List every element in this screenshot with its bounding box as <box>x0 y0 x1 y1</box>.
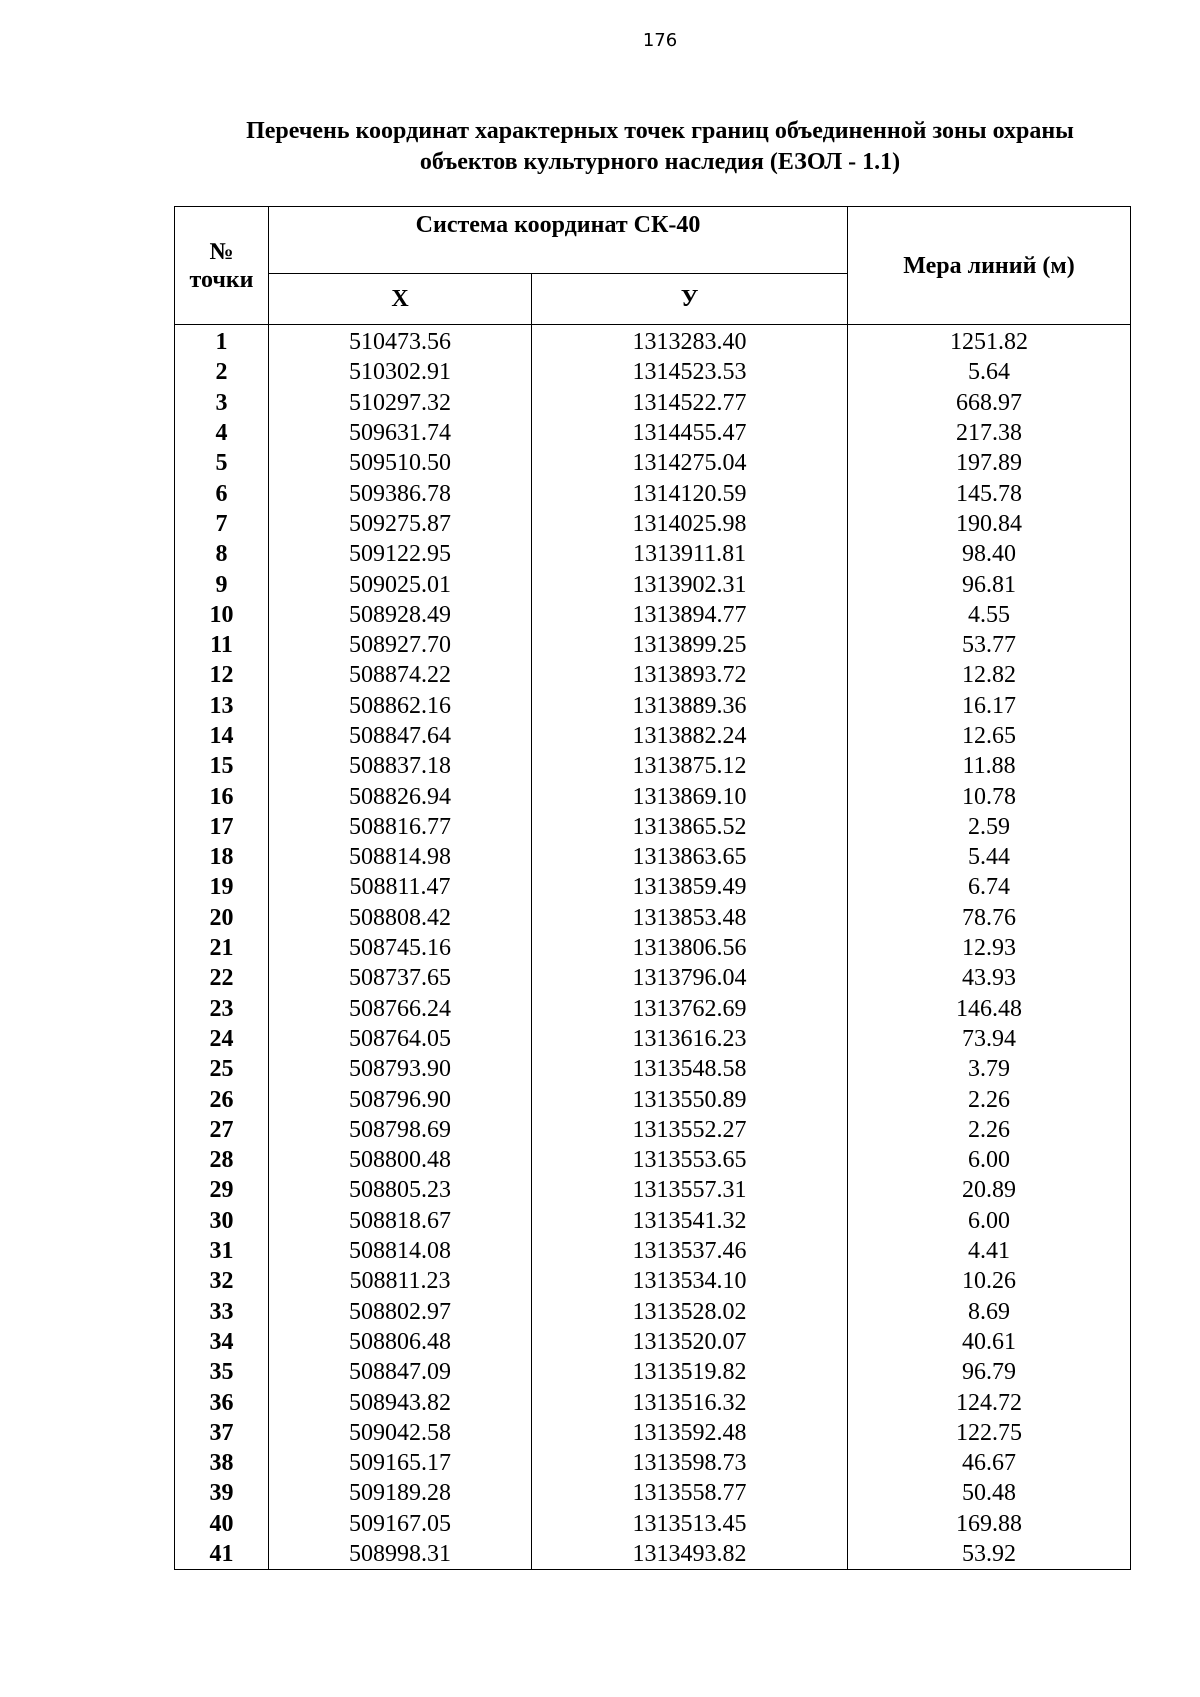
line-measure-cell: 197.89 <box>848 448 1131 478</box>
y-coordinate-cell: 1313550.89 <box>532 1084 848 1114</box>
line-measure-cell: 96.79 <box>848 1357 1131 1387</box>
table-row <box>175 751 1131 781</box>
y-coordinate-cell: 1313528.02 <box>532 1297 848 1327</box>
line-measure-cell: 53.92 <box>848 1539 1131 1570</box>
table-row <box>175 1115 1131 1145</box>
table-row <box>175 478 1131 508</box>
point-number-cell: 17 <box>175 812 269 842</box>
line-measure-cell: 146.48 <box>848 994 1131 1024</box>
x-coordinate-cell: 508943.82 <box>269 1387 532 1417</box>
table-row <box>175 630 1131 660</box>
y-coordinate-cell: 1313911.81 <box>532 539 848 569</box>
x-coordinate-cell: 508814.08 <box>269 1236 532 1266</box>
table-row <box>175 1418 1131 1448</box>
table-row <box>175 357 1131 387</box>
line-measure-cell: 12.93 <box>848 933 1131 963</box>
table-row <box>175 963 1131 993</box>
point-number-cell: 7 <box>175 509 269 539</box>
y-coordinate-cell: 1313557.31 <box>532 1175 848 1205</box>
y-coordinate-cell: 1313513.45 <box>532 1509 848 1539</box>
line-measure-cell: 668.97 <box>848 388 1131 418</box>
document-title-line-2: объектов культурного наследия (ЕЗОЛ - 1.1) <box>419 149 901 175</box>
x-coordinate-cell: 508818.67 <box>269 1206 532 1236</box>
y-coordinate-cell: 1313762.69 <box>532 994 848 1024</box>
point-number-cell: 5 <box>175 448 269 478</box>
y-coordinate-cell: 1313893.72 <box>532 660 848 690</box>
line-measure-cell: 20.89 <box>848 1175 1131 1205</box>
x-coordinate-cell: 508764.05 <box>269 1024 532 1054</box>
x-coordinate-cell: 508862.16 <box>269 691 532 721</box>
x-coordinate-cell: 509386.78 <box>269 478 532 508</box>
x-coordinate-cell: 508998.31 <box>269 1539 532 1570</box>
table-row <box>175 994 1131 1024</box>
line-measure-cell: 53.77 <box>848 630 1131 660</box>
table-row <box>175 1297 1131 1327</box>
y-coordinate-cell: 1313875.12 <box>532 751 848 781</box>
y-coordinate-cell: 1314025.98 <box>532 509 848 539</box>
point-number-cell: 41 <box>175 1539 269 1570</box>
point-number-cell: 36 <box>175 1387 269 1417</box>
y-coordinate-cell: 1314275.04 <box>532 448 848 478</box>
x-coordinate-cell: 508816.77 <box>269 812 532 842</box>
y-coordinate-cell: 1313894.77 <box>532 600 848 630</box>
table-row <box>175 721 1131 751</box>
x-coordinate-cell: 508806.48 <box>269 1327 532 1357</box>
point-number-cell: 35 <box>175 1357 269 1387</box>
point-number-cell: 40 <box>175 1509 269 1539</box>
line-measure-cell: 50.48 <box>848 1478 1131 1508</box>
line-measure-cell: 16.17 <box>848 691 1131 721</box>
y-coordinate-cell: 1314523.53 <box>532 357 848 387</box>
page-number: 176 <box>642 30 678 51</box>
line-measure-cell: 5.44 <box>848 842 1131 872</box>
line-measure-cell: 169.88 <box>848 1509 1131 1539</box>
y-coordinate-cell: 1313537.46 <box>532 1236 848 1266</box>
x-coordinate-cell: 509167.05 <box>269 1509 532 1539</box>
line-measure-cell: 3.79 <box>848 1054 1131 1084</box>
point-number-cell: 14 <box>175 721 269 751</box>
y-coordinate-cell: 1313283.40 <box>532 325 848 358</box>
y-coordinate-cell: 1313548.58 <box>532 1054 848 1084</box>
point-number-cell: 34 <box>175 1327 269 1357</box>
y-column-header: У <box>532 274 848 325</box>
y-coordinate-cell: 1313534.10 <box>532 1266 848 1296</box>
line-measure-cell: 122.75 <box>848 1418 1131 1448</box>
line-measure-cell: 8.69 <box>848 1297 1131 1327</box>
table-row <box>175 325 1131 358</box>
point-number-cell: 8 <box>175 539 269 569</box>
x-coordinate-cell: 508811.47 <box>269 872 532 902</box>
x-coordinate-cell: 508793.90 <box>269 1054 532 1084</box>
table-row <box>175 872 1131 902</box>
x-coordinate-cell: 508814.98 <box>269 842 532 872</box>
table-row <box>175 1206 1131 1236</box>
line-measure-cell: 217.38 <box>848 418 1131 448</box>
y-coordinate-cell: 1313796.04 <box>532 963 848 993</box>
table-row <box>175 1509 1131 1539</box>
x-coordinate-cell: 508847.09 <box>269 1357 532 1387</box>
coordinates-table <box>174 206 1131 1570</box>
point-number-cell: 9 <box>175 569 269 599</box>
x-coordinate-cell: 509275.87 <box>269 509 532 539</box>
x-coordinate-cell: 510302.91 <box>269 357 532 387</box>
line-measure-cell: 6.00 <box>848 1206 1131 1236</box>
table-row <box>175 569 1131 599</box>
point-number-header-line-1: № <box>209 238 234 265</box>
x-coordinate-cell: 508826.94 <box>269 781 532 811</box>
line-measure-cell: 6.74 <box>848 872 1131 902</box>
x-coordinate-cell: 508808.42 <box>269 903 532 933</box>
line-measure-cell: 6.00 <box>848 1145 1131 1175</box>
y-coordinate-cell: 1313806.56 <box>532 933 848 963</box>
line-measure-cell: 4.55 <box>848 600 1131 630</box>
line-measure-cell: 5.64 <box>848 357 1131 387</box>
line-measure-cell: 2.26 <box>848 1084 1131 1114</box>
point-number-cell: 12 <box>175 660 269 690</box>
table-row <box>175 1539 1131 1570</box>
table-row <box>175 1448 1131 1478</box>
x-coordinate-cell: 509042.58 <box>269 1418 532 1448</box>
line-measure-cell: 1251.82 <box>848 325 1131 358</box>
line-measure-cell: 40.61 <box>848 1327 1131 1357</box>
y-coordinate-cell: 1313592.48 <box>532 1418 848 1448</box>
table-row <box>175 509 1131 539</box>
point-number-cell: 30 <box>175 1206 269 1236</box>
point-number-cell: 24 <box>175 1024 269 1054</box>
line-measure-cell: 4.41 <box>848 1236 1131 1266</box>
x-coordinate-cell: 508847.64 <box>269 721 532 751</box>
x-coordinate-cell: 509165.17 <box>269 1448 532 1478</box>
point-number-cell: 6 <box>175 478 269 508</box>
x-coordinate-cell: 509631.74 <box>269 418 532 448</box>
x-coordinate-cell: 508745.16 <box>269 933 532 963</box>
table-row <box>175 1327 1131 1357</box>
table-row <box>175 781 1131 811</box>
x-coordinate-cell: 508766.24 <box>269 994 532 1024</box>
line-measure-cell: 190.84 <box>848 509 1131 539</box>
point-number-cell: 2 <box>175 357 269 387</box>
table-row <box>175 1024 1131 1054</box>
line-measure-cell: 73.94 <box>848 1024 1131 1054</box>
line-measure-cell: 10.26 <box>848 1266 1131 1296</box>
table-row <box>175 691 1131 721</box>
point-number-cell: 3 <box>175 388 269 418</box>
line-measure-cell: 78.76 <box>848 903 1131 933</box>
x-coordinate-cell: 508837.18 <box>269 751 532 781</box>
table-row <box>175 1054 1131 1084</box>
x-coordinate-cell: 508805.23 <box>269 1175 532 1205</box>
point-number-cell: 27 <box>175 1115 269 1145</box>
y-coordinate-cell: 1313859.49 <box>532 872 848 902</box>
x-coordinate-cell: 508800.48 <box>269 1145 532 1175</box>
point-number-cell: 4 <box>175 418 269 448</box>
y-coordinate-cell: 1313553.65 <box>532 1145 848 1175</box>
y-coordinate-cell: 1314455.47 <box>532 418 848 448</box>
table-row <box>175 1084 1131 1114</box>
x-coordinate-cell: 508928.49 <box>269 600 532 630</box>
point-number-cell: 37 <box>175 1418 269 1448</box>
point-number-cell: 16 <box>175 781 269 811</box>
x-coordinate-cell: 508811.23 <box>269 1266 532 1296</box>
x-coordinate-cell: 510473.56 <box>269 325 532 358</box>
y-coordinate-cell: 1313853.48 <box>532 903 848 933</box>
table-row <box>175 388 1131 418</box>
table-row <box>175 600 1131 630</box>
x-coordinate-cell: 508798.69 <box>269 1115 532 1145</box>
table-row <box>175 1478 1131 1508</box>
y-coordinate-cell: 1314120.59 <box>532 478 848 508</box>
x-coordinate-cell: 509122.95 <box>269 539 532 569</box>
point-number-cell: 19 <box>175 872 269 902</box>
line-measure-cell: 12.65 <box>848 721 1131 751</box>
point-number-cell: 38 <box>175 1448 269 1478</box>
point-number-cell: 25 <box>175 1054 269 1084</box>
line-measure-cell: 2.26 <box>848 1115 1131 1145</box>
table-row <box>175 1145 1131 1175</box>
x-coordinate-cell: 508802.97 <box>269 1297 532 1327</box>
point-number-cell: 20 <box>175 903 269 933</box>
line-measure-cell: 11.88 <box>848 751 1131 781</box>
x-coordinate-cell: 509025.01 <box>269 569 532 599</box>
coordinates-table-header <box>175 207 1131 325</box>
document-title-line-1: Перечень координат характерных точек границ объединенной зоны охраны <box>246 118 1074 144</box>
y-coordinate-cell: 1313516.32 <box>532 1387 848 1417</box>
line-measure-cell: 96.81 <box>848 569 1131 599</box>
x-coordinate-cell: 508927.70 <box>269 630 532 660</box>
point-number-cell: 28 <box>175 1145 269 1175</box>
table-row <box>175 842 1131 872</box>
point-number-cell: 32 <box>175 1266 269 1296</box>
x-coordinate-cell: 509510.50 <box>269 448 532 478</box>
x-coordinate-cell: 508737.65 <box>269 963 532 993</box>
y-coordinate-cell: 1313899.25 <box>532 630 848 660</box>
point-number-cell: 18 <box>175 842 269 872</box>
point-number-cell: 1 <box>175 325 269 358</box>
table-row <box>175 418 1131 448</box>
line-measure-cell: 43.93 <box>848 963 1131 993</box>
y-coordinate-cell: 1313493.82 <box>532 1539 848 1570</box>
point-number-cell: 15 <box>175 751 269 781</box>
line-measure-cell: 10.78 <box>848 781 1131 811</box>
line-measure-cell: 98.40 <box>848 539 1131 569</box>
line-measure-cell: 2.59 <box>848 812 1131 842</box>
point-number-cell: 10 <box>175 600 269 630</box>
table-row <box>175 1387 1131 1417</box>
table-row <box>175 933 1131 963</box>
y-coordinate-cell: 1313541.32 <box>532 1206 848 1236</box>
y-coordinate-cell: 1313520.07 <box>532 1327 848 1357</box>
y-coordinate-cell: 1313552.27 <box>532 1115 848 1145</box>
y-coordinate-cell: 1313863.65 <box>532 842 848 872</box>
point-number-header-line-2: точки <box>189 266 254 293</box>
table-row <box>175 1357 1131 1387</box>
point-number-cell: 31 <box>175 1236 269 1266</box>
x-coordinate-cell: 509189.28 <box>269 1478 532 1508</box>
table-row <box>175 1175 1131 1205</box>
y-coordinate-cell: 1313865.52 <box>532 812 848 842</box>
point-number-cell: 26 <box>175 1084 269 1114</box>
point-number-cell: 39 <box>175 1478 269 1508</box>
point-number-cell: 13 <box>175 691 269 721</box>
x-coordinate-cell: 508796.90 <box>269 1084 532 1114</box>
y-coordinate-cell: 1313889.36 <box>532 691 848 721</box>
y-coordinate-cell: 1313598.73 <box>532 1448 848 1478</box>
table-row <box>175 660 1131 690</box>
point-number-cell: 33 <box>175 1297 269 1327</box>
point-number-cell: 21 <box>175 933 269 963</box>
y-coordinate-cell: 1313616.23 <box>532 1024 848 1054</box>
line-measure-cell: 145.78 <box>848 478 1131 508</box>
point-number-cell: 29 <box>175 1175 269 1205</box>
x-coordinate-cell: 508874.22 <box>269 660 532 690</box>
table-row <box>175 903 1131 933</box>
line-measure-cell: 12.82 <box>848 660 1131 690</box>
table-row <box>175 539 1131 569</box>
point-number-cell: 23 <box>175 994 269 1024</box>
table-row <box>175 812 1131 842</box>
line-measure-cell: 46.67 <box>848 1448 1131 1478</box>
y-coordinate-cell: 1313519.82 <box>532 1357 848 1387</box>
line-measure-cell: 124.72 <box>848 1387 1131 1417</box>
point-number-cell: 22 <box>175 963 269 993</box>
table-row <box>175 1236 1131 1266</box>
line-measure-header: Мера линий (м) <box>848 207 1131 325</box>
table-row <box>175 1266 1131 1296</box>
y-coordinate-cell: 1313882.24 <box>532 721 848 751</box>
x-column-header: Х <box>269 274 532 325</box>
point-number-header <box>175 207 269 325</box>
y-coordinate-cell: 1313558.77 <box>532 1478 848 1508</box>
y-coordinate-cell: 1313869.10 <box>532 781 848 811</box>
y-coordinate-cell: 1313902.31 <box>532 569 848 599</box>
coordinate-system-header: Система координат СК-40 <box>269 207 848 274</box>
document-title <box>190 116 1130 178</box>
y-coordinate-cell: 1314522.77 <box>532 388 848 418</box>
coordinates-table-body <box>175 325 1131 1570</box>
table-row <box>175 448 1131 478</box>
x-coordinate-cell: 510297.32 <box>269 388 532 418</box>
point-number-cell: 11 <box>175 630 269 660</box>
